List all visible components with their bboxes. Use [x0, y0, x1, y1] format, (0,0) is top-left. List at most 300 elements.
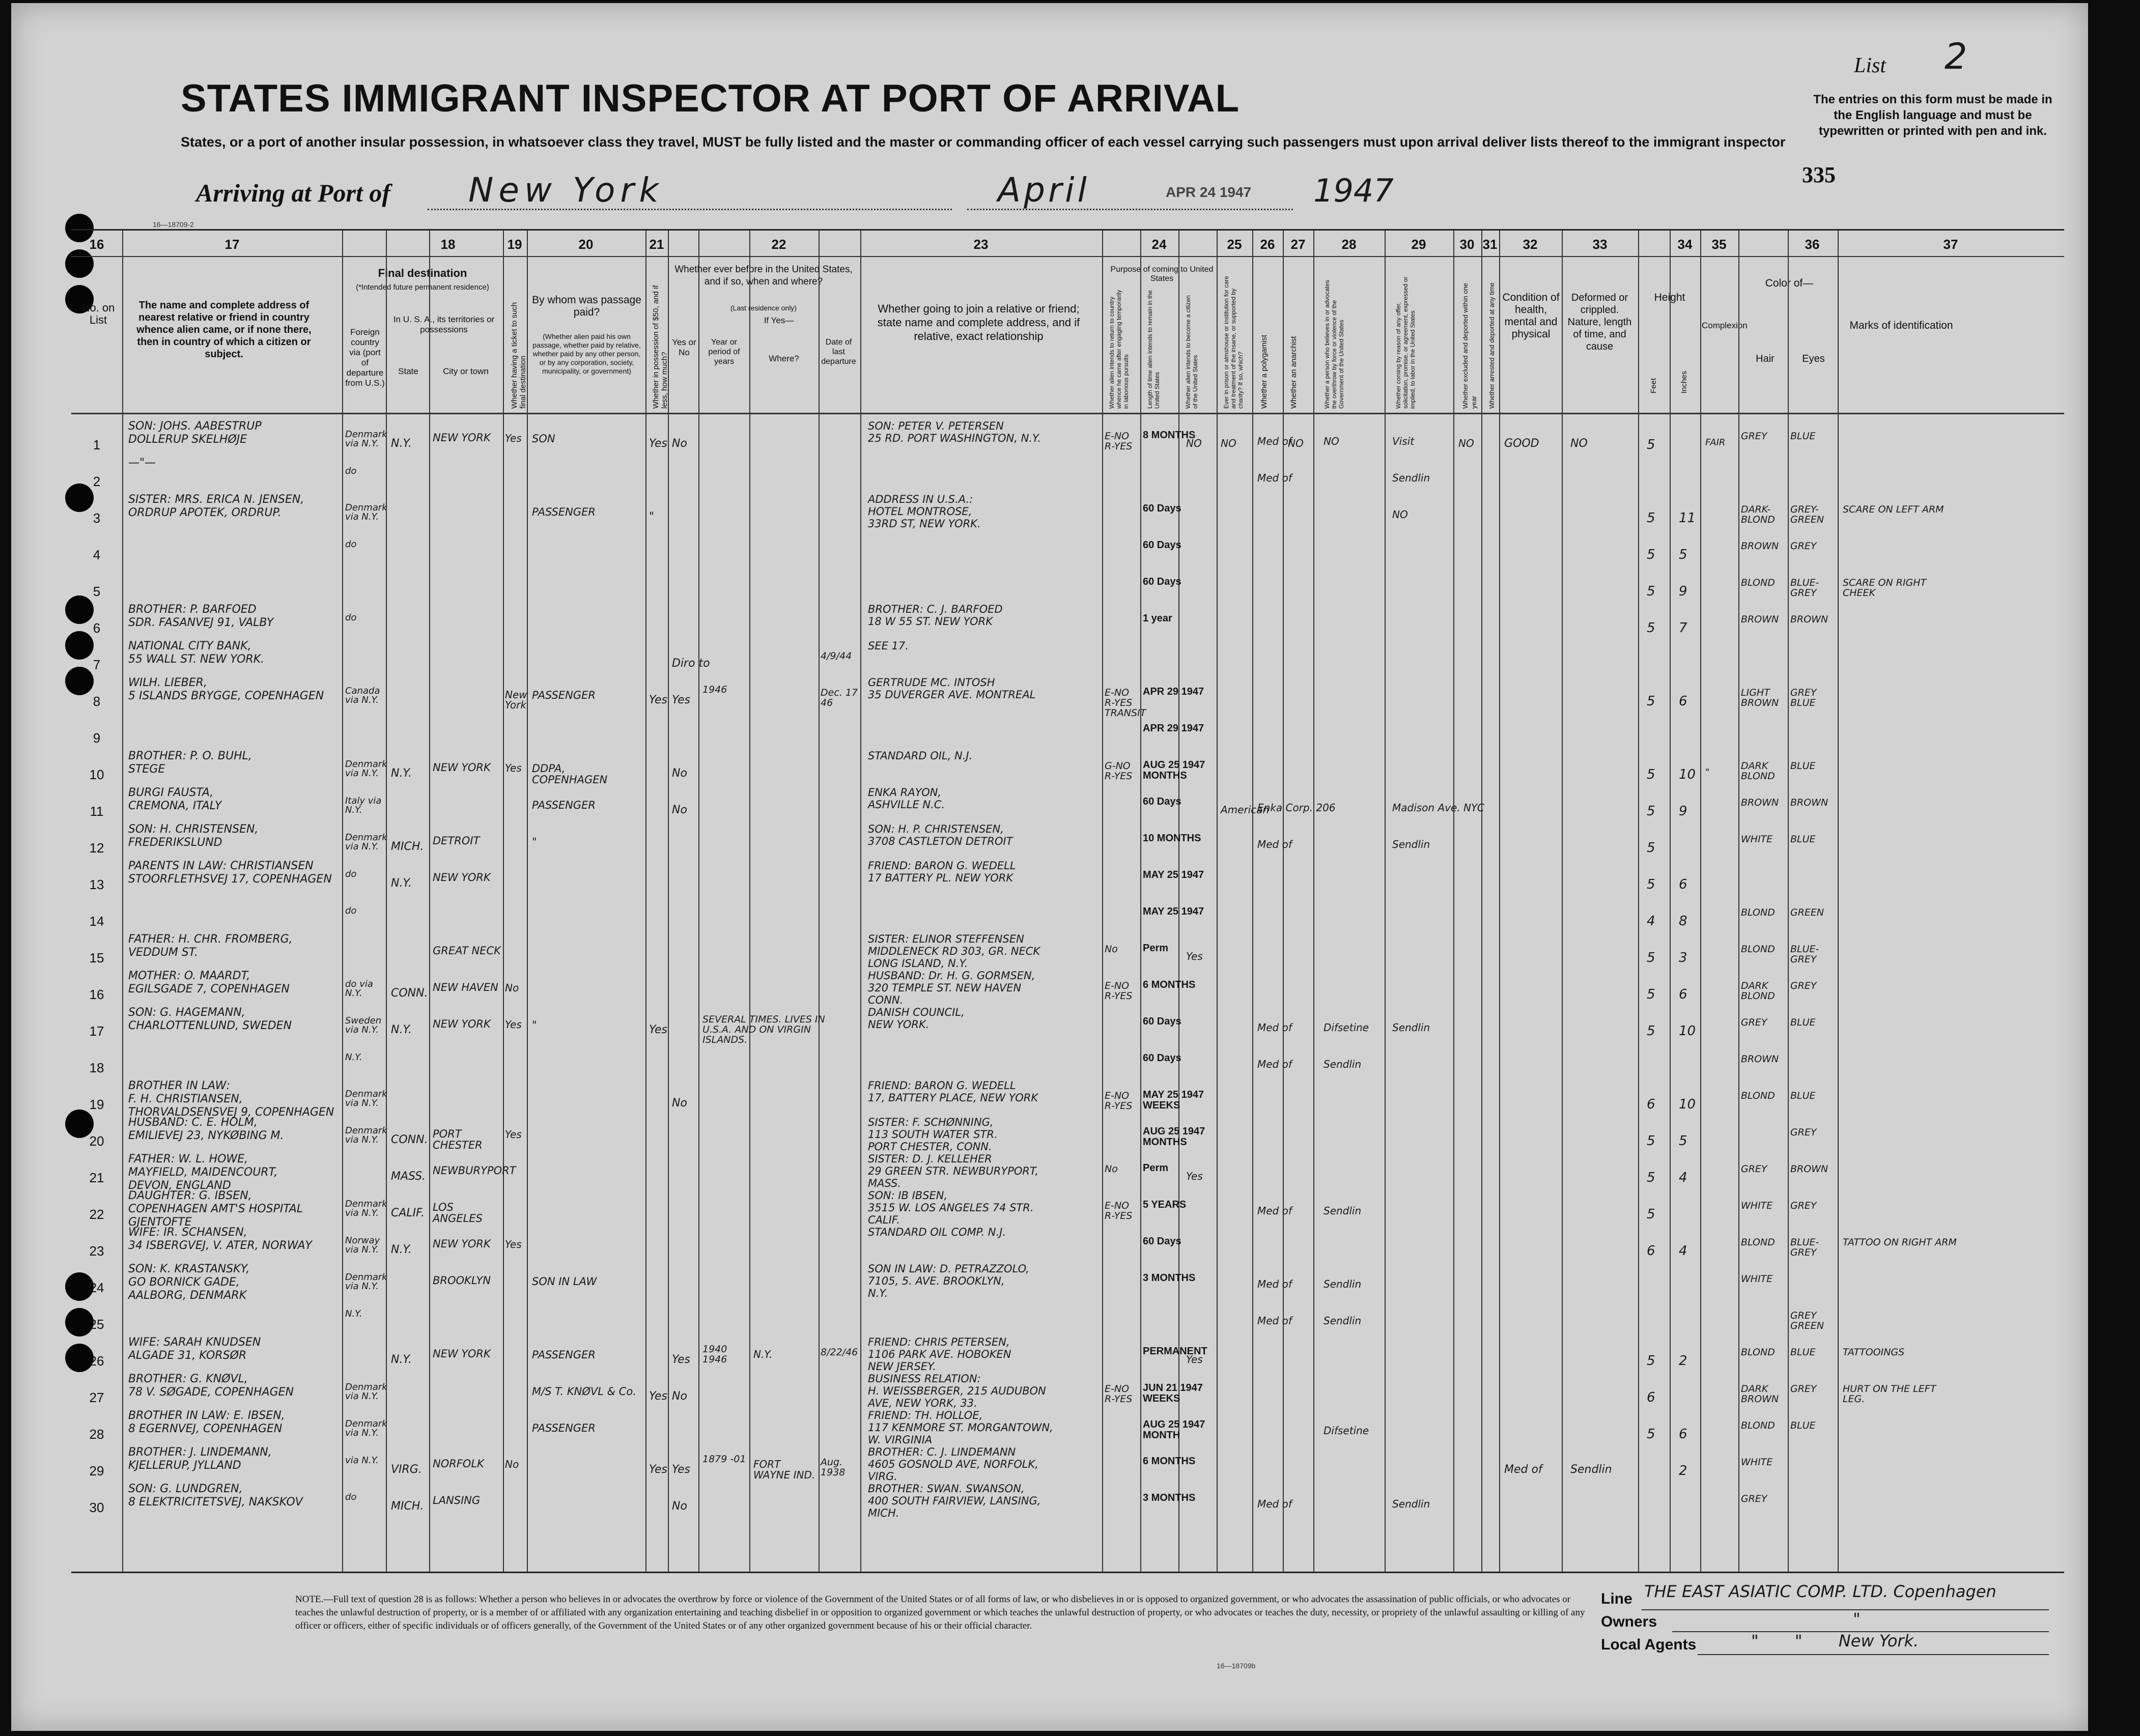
date-last-departure: Dec. 17 46: [821, 687, 858, 708]
relative-address-line: STOORFLETHSVEJ 17, COPENHAGEN: [128, 873, 332, 886]
anarchist: NO: [1288, 437, 1304, 449]
destination-state: CALIF.: [391, 1207, 425, 1219]
labor-offer: Sendlin: [1392, 1498, 1430, 1510]
height-feet: 5: [1647, 987, 1655, 1002]
height-inches: 6: [1679, 1427, 1687, 1442]
form-title: STATES IMMIGRANT INSPECTOR AT PORT OF ARRIVAL: [181, 77, 1240, 120]
foreign-country: Denmark via N.Y.: [345, 1418, 387, 1438]
foreign-country: Canada via N.Y.: [345, 686, 380, 705]
joining-relative-line: BROTHER: C. J. LINDEMANN: [868, 1446, 1016, 1458]
col35-header: Complexion: [1702, 321, 1748, 330]
col18-usa: In U. S. A., its territories or possessions: [393, 315, 495, 334]
column-divider: [1102, 231, 1103, 1572]
foreign-country: Denmark via N.Y.: [345, 502, 387, 522]
row-number: 28: [89, 1427, 104, 1442]
relative-address-line: DEVON, ENGLAND: [128, 1179, 231, 1192]
eye-color: BLUE: [1790, 431, 1816, 442]
column-number: 31: [1482, 237, 1498, 252]
intends-citizen: Yes: [1186, 950, 1203, 962]
relative-address-line: SON: G. LUNDGREN,: [128, 1483, 243, 1495]
hair-color: DARK BLOND: [1741, 980, 1775, 1002]
joining-relative-line: STANDARD OIL COMP. N.J.: [868, 1226, 1006, 1238]
joining-relative-line: 320 TEMPLE ST. NEW HAVEN: [868, 982, 1022, 994]
ever-in-us: Yes: [672, 1463, 691, 1476]
ever-in-us: No: [672, 1390, 687, 1403]
intends-citizen: Yes: [1186, 1353, 1203, 1365]
length-of-stay: 8 MONTHS: [1143, 430, 1196, 441]
col25-header: Ever in prison or almshouse or institution for care and treatment of the insane, or supported by charity? If so, which?: [1223, 276, 1244, 409]
joining-relative-line: 4605 GOSNOLD AVE, NORFOLK,: [868, 1458, 1038, 1470]
length-of-stay: MAY 25 1947 WEEKS: [1143, 1089, 1204, 1111]
eye-color: BLUE: [1790, 1420, 1816, 1431]
list-number: 2: [1945, 36, 1967, 77]
column-divider: [1738, 231, 1739, 1572]
foreign-country: do via N.Y.: [345, 979, 373, 999]
relative-address-line: GO BORNICK GADE,: [128, 1276, 240, 1289]
relative-address-line: ALGADE 31, KORSØR: [128, 1349, 247, 1362]
destination-city: LANSING: [433, 1494, 481, 1506]
relative-address-line: SON: K. KRASTANSKY,: [128, 1263, 250, 1275]
relative-address-line: FATHER: H. CHR. FROMBERG,: [128, 933, 293, 946]
passage-paid-by: M/S T. KNØVL & Co.: [532, 1385, 636, 1398]
column-divider: [1700, 231, 1701, 1572]
hair-color: WHITE: [1741, 1200, 1773, 1211]
ever-in-us: Yes: [672, 694, 691, 706]
relative-address-line: AALBORG, DENMARK: [128, 1289, 247, 1302]
question-28-note: NOTE.—Full text of question 28 is as follows: Whether a person who believes in or advocates the overthrow by force or violence of the Government of the United States or of all forms of law, or who disbelieves in or is opposed to organized government, or who advocates the assassination of public officials, or who advocates or teaches the unlawful destruction of property, or is a member of or affiliated with any organization entertaining and teaching disbelief in or opposition to organized government or which teaches the unlawful destruction of property, or who advocates or teaches the duty, necessity, or propriety of the unlawful assaulting or killing of any officer or officers, either of specific individuals or of officers generally, of the Government of the United States or of any other organized government because of his or their official character.: [295, 1594, 1585, 1631]
column-number: 26: [1260, 237, 1275, 252]
has-50-dollars: Yes: [649, 1463, 668, 1476]
column-number: 19: [507, 237, 522, 252]
eye-color: GREY BLUE: [1790, 687, 1817, 708]
joining-relative-line: MICH.: [868, 1507, 899, 1519]
identification-marks: SCARE ON RIGHT CHEEK: [1843, 577, 1927, 599]
deformed-crippled: NO: [1570, 437, 1588, 450]
column-number: 34: [1677, 237, 1693, 252]
row-number: 11: [90, 804, 104, 819]
height-inches: 6: [1679, 694, 1687, 709]
length-of-stay: Perm: [1143, 943, 1169, 954]
hair-color: BROWN: [1741, 797, 1779, 808]
column-number: 36: [1805, 237, 1820, 252]
relative-address-line: WIFE: IR. SCHANSEN,: [128, 1226, 247, 1239]
passage-paid-by: SON IN LAW: [532, 1275, 597, 1288]
column-divider: [1481, 231, 1482, 1572]
month-value: April: [998, 170, 1090, 210]
col34-inches: Inches: [1680, 371, 1688, 393]
column-number: 20: [578, 237, 594, 252]
col23-header: Whether going to join a relative or friend; state name and complete address, and if relative, exact relationship: [877, 302, 1080, 343]
eye-color: GREEN: [1790, 907, 1824, 918]
joining-relative-line: ASHVILLE N.C.: [868, 799, 945, 811]
relative-address-line: BROTHER: G. KNØVL,: [128, 1373, 248, 1385]
destination-city: NEW YORK: [433, 761, 491, 774]
date-last-departure: 4/9/44: [821, 650, 852, 662]
column-number: 23: [973, 237, 989, 252]
joining-relative-line: W. VIRGINIA: [868, 1434, 933, 1446]
col22-where: Where?: [769, 354, 799, 363]
complexion: FAIR: [1705, 437, 1726, 448]
purpose-return: E-NO R-YES: [1105, 980, 1133, 1002]
col24-a-header: Whether alien intends to return to country whence he came after engaging temporarily in laborious pursuits: [1108, 290, 1130, 409]
height-inches: 4: [1679, 1243, 1687, 1259]
year-value: 1947: [1313, 172, 1394, 209]
height-feet: 5: [1647, 877, 1655, 892]
ever-in-us: Yes: [672, 1353, 691, 1366]
length-of-stay: Perm: [1143, 1162, 1169, 1174]
purpose-return: E-NO R-YES: [1105, 1200, 1133, 1221]
destination-state: MICH.: [391, 840, 424, 853]
joining-relative-line: H. WEISSBERGER, 215 AUDUBON: [868, 1385, 1046, 1397]
relative-address-line: BROTHER: J. LINDEMANN,: [128, 1446, 272, 1459]
relative-address-line: SON: G. HAGEMANN,: [128, 1006, 245, 1019]
length-of-stay: 6 MONTHS: [1143, 979, 1196, 990]
row-number: 20: [89, 1133, 104, 1149]
row-number: 3: [93, 510, 101, 526]
height-feet: 5: [1647, 1207, 1655, 1222]
destination-state: VIRG.: [391, 1463, 422, 1476]
relative-address-line: BURGI FAUSTA,: [128, 786, 214, 799]
joining-relative-line: STANDARD OIL, N.J.: [868, 750, 973, 762]
hair-color: DARK BROWN: [1741, 1383, 1779, 1405]
length-of-stay: AUG 25 1947 MONTHS: [1143, 1126, 1205, 1148]
col27-header: Whether an anarchist: [1289, 336, 1298, 409]
length-of-stay: AUG 25 1947 MONTH: [1143, 1419, 1205, 1441]
hair-color: BROWN: [1741, 540, 1779, 552]
row-number: 19: [89, 1097, 104, 1112]
height-inches: 2: [1679, 1353, 1687, 1369]
height-inches: 3: [1679, 950, 1687, 965]
destination-state: N.Y.: [391, 437, 412, 450]
relative-address-line: WIFE: SARAH KNUDSEN: [128, 1336, 261, 1349]
destination-city: BROOKLYN: [433, 1274, 491, 1287]
relative-address-line: CHARLOTTENLUND, SWEDEN: [128, 1019, 292, 1032]
height-feet: 5: [1647, 1427, 1655, 1442]
purpose-return: E-NO R-YES: [1105, 431, 1133, 452]
column-number: 17: [224, 237, 240, 252]
foreign-country: do: [345, 869, 357, 879]
joining-relative-line: BROTHER: C. J. BARFOED: [868, 603, 1003, 615]
joining-relative-line: 18 W 55 ST. NEW YORK: [868, 615, 993, 628]
col18-subheader: (*Intended future permanent residence): [356, 283, 489, 292]
joining-relative-line: SON: PETER V. PETERSEN: [868, 420, 1004, 432]
eye-color: BLUE: [1790, 760, 1816, 772]
length-of-stay: 6 MONTHS: [1143, 1456, 1196, 1467]
relative-address-line: HUSBAND: C. E. HOLM,: [128, 1116, 258, 1129]
col31-header: Whether arrested and deported at any time: [1488, 282, 1496, 409]
row-number: 23: [89, 1243, 104, 1259]
length-of-stay: 60 Days: [1143, 1052, 1181, 1064]
ticket-to-destination: Yes: [505, 1238, 522, 1250]
eye-color: GREY: [1790, 980, 1817, 991]
identification-marks: TATTOOINGS: [1843, 1347, 1905, 1358]
joining-relative-line: ENKA RAYON,: [868, 786, 942, 799]
relative-address-line: MOTHER: O. MAARDT,: [128, 970, 250, 982]
joining-relative-line: GERTRUDE MC. INTOSH: [868, 676, 995, 689]
row-number: 26: [89, 1353, 104, 1369]
row-number: 18: [89, 1060, 104, 1075]
passage-paid-by: SON: [532, 433, 555, 445]
destination-city: NEW YORK: [433, 1348, 491, 1360]
foreign-country: Denmark via N.Y.: [345, 1199, 387, 1218]
purpose-return: E-NO R-YES: [1105, 1383, 1133, 1405]
foreign-country: Denmark via N.Y.: [345, 1125, 387, 1145]
height-feet: 5: [1647, 620, 1655, 636]
purpose-return: G-NO R-YES: [1105, 760, 1133, 782]
relative-address-line: COPENHAGEN AMT'S HOSPITAL: [128, 1203, 303, 1215]
health-condition: Med of: [1504, 1463, 1542, 1476]
col34-header: Height: [1654, 292, 1685, 303]
relative-address-line: DAUGHTER: G. IBSEN,: [128, 1189, 252, 1202]
destination-city: DETROIT: [433, 835, 480, 847]
health-condition: GOOD: [1504, 437, 1539, 450]
height-inches: 2: [1679, 1463, 1687, 1478]
labor-offer: Madison Ave. NYC: [1392, 802, 1484, 814]
column-number: 22: [771, 237, 786, 252]
destination-state: CONN.: [391, 1133, 428, 1146]
overthrow-belief: Sendlin: [1324, 1278, 1362, 1290]
col30-header: Whether excluded and deported within one year: [1461, 282, 1478, 409]
row-number: 21: [89, 1170, 104, 1185]
relative-address-line: SISTER: MRS. ERICA N. JENSEN,: [128, 493, 304, 506]
joining-relative-line: HUSBAND: Dr. H. G. GORMSEN,: [868, 970, 1035, 982]
column-divider: [1313, 231, 1314, 1572]
column-divider: [749, 231, 750, 1572]
ever-in-us: No: [672, 437, 687, 450]
length-of-stay: JUN 21 1947 WEEKS: [1143, 1382, 1203, 1404]
column-number: 24: [1151, 237, 1167, 252]
agents-label: Local Agents: [1601, 1636, 1697, 1653]
col24-b-header: Length of time alien intends to remain in the United States: [1146, 290, 1161, 409]
length-of-stay: APR 29 1947: [1143, 686, 1204, 697]
column-divider: [1838, 231, 1839, 1572]
intends-citizen: Yes: [1186, 1170, 1203, 1182]
agents-value: " " New York.: [1751, 1631, 1919, 1650]
column-divider: [342, 231, 343, 1572]
identification-marks: TATTOO ON RIGHT ARM: [1843, 1237, 1957, 1248]
col20-header: By whom was passage paid?: [532, 294, 641, 318]
years-in-us: 1940 1946: [702, 1344, 727, 1365]
column-number: 27: [1290, 237, 1306, 252]
column-number: 30: [1459, 237, 1475, 252]
column-number: 29: [1411, 237, 1426, 252]
column-number: 16: [89, 237, 104, 252]
overthrow-belief: Difsetine: [1324, 1425, 1369, 1437]
column-divider: [1252, 231, 1253, 1572]
destination-state: N.Y.: [391, 1243, 412, 1256]
joining-relative-line: LONG ISLAND, N.Y.: [868, 957, 968, 970]
height-inches: 7: [1679, 620, 1687, 636]
column-divider: [860, 231, 861, 1572]
foreign-country: do: [345, 1492, 357, 1502]
relative-address-line: EGILSGADE 7, COPENHAGEN: [128, 983, 290, 995]
foreign-country: Denmark via N.Y.: [345, 759, 387, 779]
polygamist: Med of: [1257, 1205, 1292, 1217]
height-feet: 5: [1647, 840, 1655, 856]
form-subtitle: States, or a port of another insular possession, in whatsoever class they travel, MUST be fully listed and the master or commanding officer of each vessel carrying such passengers must upon arrival deliver lists thereof to the immigrant inspector: [181, 134, 1786, 150]
date-last-departure: Aug. 1938: [821, 1457, 846, 1478]
hair-color: BROWN: [1741, 1054, 1779, 1065]
height-feet: 5: [1647, 437, 1655, 452]
form-code-bottom: 16—18709b: [1217, 1662, 1256, 1670]
relative-address-line: BROTHER IN LAW:: [128, 1079, 230, 1092]
destination-city: PORT CHESTER: [433, 1128, 483, 1151]
length-of-stay: 1 year: [1143, 613, 1172, 624]
relative-address-line: 8 EGERNVEJ, COPENHAGEN: [128, 1422, 283, 1435]
has-50-dollars: Yes: [649, 1390, 668, 1403]
destination-city: NEW HAVEN: [433, 981, 498, 993]
passage-paid-by: PASSENGER: [532, 799, 596, 811]
row-number: 13: [89, 877, 104, 892]
polygamist: Med of: [1257, 472, 1292, 484]
hair-color: BLOND: [1741, 1420, 1775, 1431]
column-divider: [1453, 231, 1454, 1572]
relative-address-line: ORDRUP APOTEK, ORDRUP.: [128, 506, 281, 519]
column-divider: [122, 231, 123, 1572]
relative-address-line: BROTHER IN LAW: E. IBSEN,: [128, 1409, 285, 1422]
row-number: 5: [93, 584, 101, 599]
column-divider: [645, 231, 646, 1572]
joining-relative-line: SEE 17.: [868, 640, 909, 652]
where-in-us: N.Y.: [753, 1348, 773, 1360]
destination-city: GREAT NECK: [433, 945, 501, 957]
column-number: 35: [1711, 237, 1727, 252]
joining-relative-line: SON: IB IBSEN,: [868, 1189, 948, 1202]
deformed-crippled: Sendlin: [1570, 1463, 1612, 1476]
line-underline: [1642, 1609, 2049, 1610]
ticket-to-destination: Yes: [505, 432, 522, 444]
joining-relative-line: ADDRESS IN U.S.A.:: [868, 493, 973, 505]
polygamist: Med of: [1257, 1278, 1292, 1290]
has-50-dollars: Yes: [649, 1023, 668, 1036]
relative-address-line: 34 ISBERGVEJ, V. ATER, NORWAY: [128, 1239, 312, 1252]
height-feet: 5: [1647, 1133, 1655, 1149]
foreign-country: N.Y.: [345, 1308, 362, 1319]
foreign-country: Denmark via N.Y.: [345, 832, 387, 852]
row-number: 17: [89, 1023, 104, 1039]
relative-address-line: THORVALDSENSVEJ 9, COPENHAGEN: [128, 1106, 334, 1119]
polygamist: Med of: [1257, 1058, 1292, 1070]
length-of-stay: 60 Days: [1143, 503, 1181, 514]
has-50-dollars: Yes: [649, 437, 668, 450]
col32-header: Condition of health, mental and physical: [1502, 292, 1560, 340]
polygamist: Med of: [1257, 1021, 1292, 1034]
foreign-country: Denmark via N.Y.: [345, 429, 387, 449]
joining-relative-line: 17, BATTERY PLACE, NEW YORK: [868, 1092, 1038, 1104]
relative-address-line: GJENTOFTE: [128, 1216, 192, 1229]
joining-relative-line: NEW YORK.: [868, 1018, 930, 1031]
column-divider: [698, 231, 699, 1572]
hair-color: BLOND: [1741, 1090, 1775, 1101]
destination-state: N.Y.: [391, 1023, 412, 1036]
foreign-country: do: [345, 905, 357, 916]
foreign-country: N.Y.: [345, 1052, 362, 1063]
passage-paid-by: PASSENGER: [532, 506, 596, 518]
owners-label: Owners: [1601, 1613, 1657, 1630]
relative-address-line: BROTHER: P. BARFOED: [128, 603, 257, 616]
labor-offer: Visit: [1392, 435, 1415, 447]
hair-color: DARK-BLOND: [1741, 504, 1775, 525]
col36-header: Color of—: [1765, 277, 1814, 289]
joining-relative-line: NEW JERSEY.: [868, 1360, 936, 1373]
relative-address-line: 8 ELEKTRICITETSVEJ, NAKSKOV: [128, 1496, 303, 1509]
ever-in-us: No: [672, 1097, 687, 1109]
relative-address-line: BROTHER: P. O. BUHL,: [128, 750, 252, 762]
excluded-deported: NO: [1458, 437, 1474, 449]
eye-color: BROWN: [1790, 614, 1828, 625]
row-number: 29: [89, 1463, 104, 1478]
row-number: 9: [93, 730, 101, 746]
col18-state: State: [398, 366, 418, 376]
column-number: 28: [1341, 237, 1357, 252]
manifest-table: [71, 229, 2064, 1573]
arrival-date-stamp: APR 24 1947: [1166, 184, 1252, 200]
column-divider: [1499, 231, 1500, 1572]
relative-address-line: 78 V. SØGADE, COPENHAGEN: [128, 1386, 294, 1399]
joining-relative-line: 7105, 5. AVE. BROOKLYN,: [868, 1275, 1005, 1287]
relative-address-line: 5 ISLANDS BRYGGE, COPENHAGEN: [128, 690, 324, 702]
length-of-stay: 60 Days: [1143, 1236, 1181, 1247]
relative-address-line: STEGE: [128, 763, 165, 776]
row-number: 7: [93, 657, 101, 672]
ticket-to-destination: New York: [505, 689, 527, 711]
foreign-country: Italy via N.Y.: [345, 795, 382, 815]
col17-header: The name and complete address of nearest relative or friend in country whence alien came, or if none there, then in country of which a citizen or subject.: [136, 300, 312, 360]
col21-header: Whether in possession of $50, and if less, how much?: [652, 285, 669, 409]
joining-relative-line: 29 GREEN STR. NEWBURYPORT,: [868, 1165, 1039, 1177]
ticket-to-destination: Yes: [505, 1128, 522, 1141]
hair-color: WHITE: [1741, 1457, 1773, 1468]
col26-header: Whether a polygamist: [1260, 334, 1269, 409]
hair-color: GREY: [1741, 431, 1767, 442]
relative-address-line: EMILIEVEJ 23, NYKØBING M.: [128, 1129, 284, 1142]
joining-relative-line: FRIEND: CHRIS PETERSEN,: [868, 1336, 1010, 1348]
col22-date: Date of last departure: [821, 338, 856, 366]
length-of-stay: 60 Days: [1143, 1016, 1181, 1027]
column-divider: [1140, 231, 1141, 1572]
column-number: 32: [1523, 237, 1538, 252]
passage-paid-by: PASSENGER: [532, 689, 596, 701]
height-inches: 5: [1679, 547, 1687, 562]
eye-color: GREY: [1790, 1383, 1817, 1395]
destination-state: CONN.: [391, 987, 428, 1000]
col24-header: Purpose of coming to United States: [1110, 265, 1214, 283]
eye-color: BLUE-GREY: [1790, 1237, 1819, 1258]
row-number: 12: [89, 840, 104, 856]
height-feet: 5: [1647, 694, 1655, 709]
destination-city: NORFOLK: [433, 1458, 484, 1470]
where-in-us: FORT WAYNE IND.: [753, 1458, 815, 1481]
hair-color: BLOND: [1741, 944, 1775, 955]
row-number: 10: [89, 767, 104, 782]
purpose-return: No: [1105, 944, 1118, 955]
height-inches: 11: [1679, 510, 1696, 526]
foreign-country: Denmark via N.Y.: [345, 1272, 387, 1292]
destination-state: N.Y.: [391, 767, 412, 780]
eye-color: BLUE: [1790, 1017, 1816, 1028]
length-of-stay: 60 Days: [1143, 576, 1181, 587]
eye-color: BROWN: [1790, 1163, 1828, 1175]
row-number: 8: [93, 694, 101, 709]
foreign-country: Sweden via N.Y.: [345, 1015, 382, 1035]
eye-color: GREY GREEN: [1790, 1310, 1824, 1331]
purpose-return: E-NO R-YES TRANSIT: [1105, 687, 1146, 719]
height-feet: 5: [1647, 1170, 1655, 1185]
prison-almshouse: NO: [1221, 437, 1236, 449]
joining-relative-line: SON IN LAW: D. PETRAZZOLO,: [868, 1263, 1029, 1275]
joining-relative-line: SISTER: F. SCHØNNING,: [868, 1116, 994, 1128]
height-feet: 6: [1647, 1390, 1655, 1405]
